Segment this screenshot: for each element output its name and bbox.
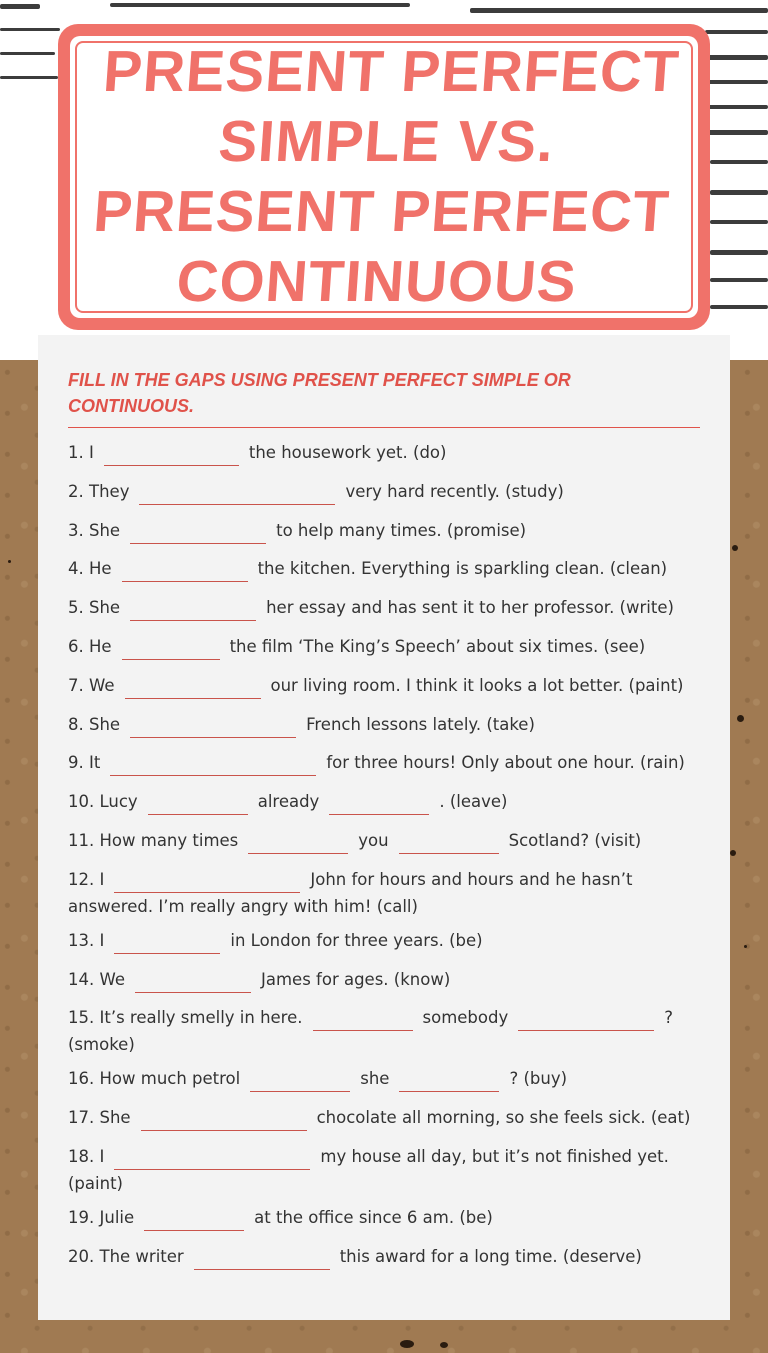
exercise-text: chocolate all morning, so she feels sick. (eat)	[316, 1108, 691, 1128]
exercise-text: the film ‘The King’s Speech’ about six times. (see)	[229, 636, 646, 656]
answer-blank[interactable]	[125, 675, 261, 699]
answer-blank[interactable]	[518, 1007, 654, 1031]
paper-speck	[732, 545, 738, 551]
answer-blank[interactable]	[114, 930, 220, 954]
answer-blank[interactable]	[135, 969, 251, 993]
exercise-text: this award for a long time. (deserve)	[339, 1246, 642, 1266]
exercise-text: John for hours and hours and he hasn’t answered. I’m really angry with him! (call)	[68, 869, 633, 916]
answer-blank[interactable]	[114, 1146, 310, 1170]
exercise-text: her essay and has sent it to her professor. (write)	[266, 598, 674, 618]
exercise-text: James for ages. (know)	[261, 969, 451, 989]
answer-blank[interactable]	[122, 558, 248, 582]
exercise-number: 8.	[68, 714, 89, 734]
answer-blank[interactable]	[130, 714, 296, 738]
instructions-heading: FILL IN THE GAPS USING PRESENT PERFECT SIMPLE OR CONTINUOUS.	[68, 370, 571, 416]
answer-blank[interactable]	[148, 791, 248, 815]
answer-blank[interactable]	[250, 1068, 350, 1092]
exercise-text: I	[99, 869, 105, 889]
exercise-number: 14.	[68, 969, 100, 989]
exercise-number: 10.	[68, 792, 100, 812]
exercise-text: We	[89, 675, 115, 695]
answer-blank[interactable]	[104, 442, 239, 466]
exercise-text: She	[89, 520, 121, 540]
exercise-text: in London for three years. (be)	[230, 930, 483, 950]
exercise-text: Lucy	[99, 792, 138, 812]
exercise-item	[68, 711, 708, 738]
exercise-item	[68, 478, 708, 505]
exercise-text: I	[99, 1146, 105, 1166]
exercise-item	[68, 1065, 708, 1092]
instructions-divider	[68, 427, 700, 428]
exercise-text: We	[99, 969, 125, 989]
exercise-text: They	[89, 481, 130, 501]
exercise-text: for three hours! Only about one hour. (rain)	[326, 753, 685, 773]
exercise-number: 2.	[68, 481, 89, 501]
paper-speck	[440, 1342, 448, 1348]
title-banner-inner	[70, 36, 698, 318]
exercise-text: How much petrol	[99, 1069, 241, 1089]
exercise-text: ? (smoke)	[68, 1008, 673, 1055]
exercise-item	[68, 1243, 708, 1270]
exercise-number: 3.	[68, 520, 89, 540]
worksheet-card	[38, 335, 730, 1320]
exercise-item	[68, 749, 708, 776]
exercise-text: Julie	[99, 1207, 135, 1227]
answer-blank[interactable]	[194, 1246, 330, 1270]
exercise-text: . (leave)	[439, 792, 508, 812]
page-title: PRESENT PERFECT SIMPLE VS. PRESENT PERFECT CONTINUOUS	[91, 39, 682, 314]
exercise-number: 16.	[68, 1069, 100, 1089]
exercise-text: It	[89, 753, 101, 773]
answer-blank[interactable]	[139, 481, 335, 505]
exercise-number: 12.	[68, 869, 100, 889]
exercise-text: the housework yet. (do)	[248, 443, 447, 462]
exercise-text: my house all day, but it’s not finished yet. (paint)	[68, 1146, 669, 1193]
answer-blank[interactable]	[130, 520, 266, 544]
answer-blank[interactable]	[122, 636, 220, 660]
exercise-item	[68, 594, 708, 621]
paper-speck	[8, 560, 11, 563]
answer-blank[interactable]	[141, 1107, 307, 1131]
exercise-item	[68, 1143, 708, 1197]
exercise-text: already	[257, 792, 320, 812]
exercise-text: She	[99, 1108, 131, 1128]
answer-blank[interactable]	[130, 597, 256, 621]
exercise-text: It’s really smelly in here.	[99, 1008, 303, 1028]
exercise-text: He	[89, 559, 112, 579]
exercise-text: ? (buy)	[509, 1069, 568, 1089]
exercise-number: 4.	[68, 559, 89, 579]
exercise-number: 20.	[68, 1246, 100, 1266]
exercise-list	[68, 439, 708, 1282]
exercise-item	[68, 866, 708, 920]
exercise-item	[68, 517, 708, 544]
exercise-number: 7.	[68, 675, 89, 695]
exercise-text: somebody	[422, 1008, 509, 1028]
answer-blank[interactable]	[313, 1007, 413, 1031]
answer-blank[interactable]	[329, 791, 429, 815]
exercise-item	[68, 966, 708, 993]
exercise-number: 19.	[68, 1207, 100, 1227]
exercise-text: He	[89, 636, 112, 656]
exercise-text: She	[89, 598, 121, 618]
exercise-number: 18.	[68, 1146, 100, 1166]
exercise-text: French lessons lately. (take)	[306, 714, 535, 734]
exercise-item	[68, 633, 708, 660]
exercise-text: I	[99, 930, 105, 950]
exercise-number: 9.	[68, 753, 89, 773]
exercise-item	[68, 672, 708, 699]
paper-speck	[737, 715, 744, 722]
exercise-text: the kitchen. Everything is sparkling clean. (clean)	[257, 559, 668, 579]
answer-blank[interactable]	[144, 1207, 244, 1231]
exercise-item	[68, 439, 708, 466]
answer-blank[interactable]	[399, 830, 499, 854]
exercise-number: 5.	[68, 598, 89, 618]
exercise-number: 1.	[68, 443, 89, 462]
exercise-text: Scotland? (visit)	[508, 830, 642, 850]
paper-speck	[400, 1340, 414, 1348]
exercise-text: She	[89, 714, 121, 734]
exercise-number: 11.	[68, 830, 100, 850]
exercise-number: 13.	[68, 930, 100, 950]
exercise-item	[68, 827, 708, 854]
exercise-text: I	[89, 443, 94, 462]
title-banner-border	[75, 41, 693, 313]
answer-blank[interactable]	[114, 869, 300, 893]
exercise-text: How many times	[99, 830, 239, 850]
paper-speck	[744, 945, 747, 948]
title-banner	[58, 24, 710, 330]
exercise-text: at the office since 6 am. (be)	[254, 1207, 493, 1227]
paper-speck	[730, 850, 736, 856]
exercise-text: very hard recently. (study)	[345, 481, 564, 501]
exercise-text: The writer	[99, 1246, 184, 1266]
exercise-text: she	[360, 1069, 390, 1089]
answer-blank[interactable]	[399, 1068, 499, 1092]
exercise-item	[68, 788, 708, 815]
exercise-item	[68, 555, 708, 582]
exercise-item	[68, 1104, 708, 1131]
answer-blank[interactable]	[110, 752, 316, 776]
exercise-text: our living room. I think it looks a lot better. (paint)	[270, 675, 684, 695]
exercise-number: 17.	[68, 1108, 100, 1128]
exercise-text: to help many times. (promise)	[276, 520, 527, 540]
exercise-item	[68, 1004, 708, 1058]
exercise-number: 15.	[68, 1008, 100, 1028]
exercise-text: you	[358, 830, 389, 850]
exercise-item	[68, 927, 708, 954]
exercise-item	[68, 1204, 708, 1231]
exercise-number: 6.	[68, 636, 89, 656]
answer-blank[interactable]	[248, 830, 348, 854]
